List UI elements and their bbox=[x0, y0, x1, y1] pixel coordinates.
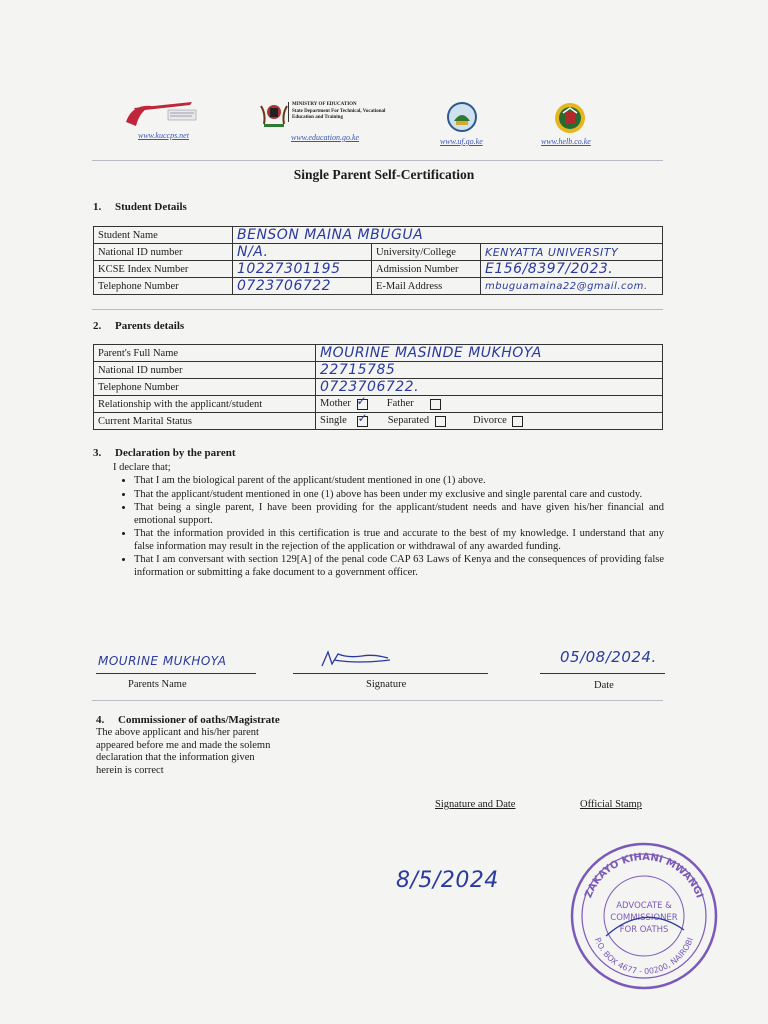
single-option-label: Single bbox=[320, 415, 347, 427]
father-option-label: Father bbox=[386, 398, 414, 410]
helb-logo bbox=[553, 101, 587, 135]
kuccps-logo bbox=[122, 96, 202, 132]
declaration-intro: I declare that; bbox=[113, 462, 171, 473]
education-link[interactable]: www.education.go.ke bbox=[291, 133, 360, 142]
stamp-line: ADVOCATE & bbox=[616, 901, 672, 911]
section-heading: Commissioner of oaths/Magistrate bbox=[118, 714, 280, 726]
separated-checkbox[interactable] bbox=[435, 416, 446, 427]
table-row bbox=[94, 278, 663, 295]
student-section-heading bbox=[93, 201, 187, 213]
parent-id-label: National ID number bbox=[94, 362, 316, 379]
table-row bbox=[94, 244, 663, 261]
parents-details-table bbox=[93, 344, 663, 430]
table-row bbox=[94, 345, 663, 362]
commissioner-text: The above applicant and his/her parent appeared before me and made the solemn declaration that the information given herein is correct bbox=[96, 727, 271, 776]
commissioner-date-handwritten: 8/5/2024 bbox=[396, 868, 499, 893]
stamp-name: ZAKAYO KIHANI MWANGI bbox=[583, 851, 705, 900]
section-heading: Declaration by the parent bbox=[115, 447, 236, 459]
header-divider bbox=[92, 160, 663, 161]
national-id-label: National ID number bbox=[94, 244, 233, 261]
table-row bbox=[94, 413, 663, 430]
email-value: mbuguamaina22@gmail.com. bbox=[481, 278, 663, 295]
table-row bbox=[94, 227, 663, 244]
section-number: 4. bbox=[96, 714, 105, 726]
parent-id-value: 22715785 bbox=[316, 362, 663, 379]
parent-telephone-label: Telephone Number bbox=[94, 379, 316, 396]
marital-status-options bbox=[316, 410, 663, 430]
parent-name-handwritten: MOURINE MUKHOYA bbox=[98, 654, 227, 668]
signature-and-date-label: Signature and Date bbox=[435, 799, 516, 810]
date-line bbox=[540, 673, 665, 674]
table-row bbox=[94, 362, 663, 379]
national-id-value: N/A. bbox=[233, 244, 372, 261]
declaration-heading bbox=[93, 447, 235, 459]
father-checkbox[interactable] bbox=[430, 399, 441, 410]
divorce-option-label: Divorce bbox=[473, 415, 507, 427]
telephone-value: 0723706722 bbox=[233, 278, 372, 295]
section-number: 2. bbox=[93, 320, 102, 332]
marital-status-label: Current Marital Status bbox=[94, 413, 316, 430]
parents-section-heading bbox=[93, 320, 184, 332]
commissioner-heading bbox=[96, 714, 280, 726]
university-label: University/College bbox=[372, 244, 481, 261]
signature-label: Signature bbox=[366, 679, 407, 690]
table-row bbox=[94, 379, 663, 396]
checkmark-icon: ✓ bbox=[357, 410, 368, 425]
section-number: 3. bbox=[93, 447, 102, 459]
relationship-label: Relationship with the applicant/student bbox=[94, 396, 316, 413]
admission-value: E156/8397/2023. bbox=[481, 261, 663, 278]
mother-option-label: Mother bbox=[320, 398, 351, 410]
parent-name-value: MOURINE MASINDE MUKHOYA bbox=[316, 345, 663, 362]
table-row bbox=[94, 396, 663, 413]
ministry-text: MINISTRY OF EDUCATION State Department For Technical, Vocational Education and Training bbox=[288, 102, 392, 122]
relationship-options bbox=[316, 393, 663, 413]
list-item: • That I am conversant with section 129[A] of the penal code CAP 63 Laws of Kenya and the consequences of providing false information or submitting a fake document to a government officer. bbox=[134, 554, 664, 579]
section-divider bbox=[92, 700, 663, 701]
table-row bbox=[94, 261, 663, 278]
mother-checkbox[interactable] bbox=[356, 393, 368, 410]
student-name-value: BENSON MAINA MBUGUA bbox=[233, 227, 663, 244]
parent-name-label: Parent's Full Name bbox=[94, 345, 316, 362]
kcse-index-value: 10227301195 bbox=[233, 261, 372, 278]
section-heading: Parents details bbox=[115, 320, 185, 332]
stamp-address: P.O. BOX 4677 - 00200, NAIROBI bbox=[592, 936, 696, 977]
official-stamp bbox=[566, 838, 722, 994]
list-item: • That I am the biological parent of the applicant/student mentioned in one (1) above. bbox=[134, 475, 664, 488]
parent-signature bbox=[318, 648, 398, 672]
kuccps-link[interactable]: www.kuccps.net bbox=[138, 131, 189, 140]
uf-link[interactable]: www.uf.go.ke bbox=[440, 137, 483, 146]
ministry-of-education-logo bbox=[258, 100, 290, 130]
checkmark-icon: ✓ bbox=[356, 393, 367, 408]
list-item: • That being a single parent, I have been providing for the applicant/student needs and have given his/her financial and emotional support. bbox=[134, 502, 664, 527]
official-stamp-label: Official Stamp bbox=[580, 799, 642, 810]
parents-name-label: Parents Name bbox=[128, 679, 187, 690]
stamp-line: COMMISSIONER bbox=[610, 913, 678, 923]
section-heading: Student Details bbox=[115, 201, 187, 213]
declaration-list bbox=[116, 475, 664, 580]
stamp-line: FOR OATHS bbox=[619, 925, 669, 935]
university-value: KENYATTA UNIVERSITY bbox=[481, 244, 663, 261]
student-name-label: Student Name bbox=[94, 227, 233, 244]
list-item: • That the applicant/student mentioned in one (1) above has been under my exclusive and single parental care and custody. bbox=[134, 489, 664, 502]
student-details-table bbox=[93, 226, 663, 295]
date-label: Date bbox=[594, 680, 614, 691]
signature-line bbox=[293, 673, 488, 674]
admission-label: Admission Number bbox=[372, 261, 481, 278]
telephone-label: Telephone Number bbox=[94, 278, 233, 295]
parent-telephone-value: 0723706722. bbox=[316, 379, 663, 396]
divorce-checkbox[interactable] bbox=[512, 416, 523, 427]
uf-logo bbox=[446, 101, 478, 133]
single-checkbox[interactable] bbox=[357, 410, 368, 427]
helb-link[interactable]: www.helb.co.ke bbox=[541, 137, 591, 146]
date-handwritten: 05/08/2024. bbox=[560, 648, 657, 666]
page-title: Single Parent Self-Certification bbox=[293, 167, 475, 182]
parent-name-line bbox=[96, 673, 256, 674]
email-label: E-Mail Address bbox=[372, 278, 481, 295]
kcse-index-label: KCSE Index Number bbox=[94, 261, 233, 278]
section-divider bbox=[92, 309, 663, 310]
list-item: • That the information provided in this certification is true and accurate to the best of my knowledge. I understand that any false information may result in the rejection of the application or withdrawal of any awarded funding. bbox=[134, 528, 664, 553]
section-number: 1. bbox=[93, 201, 102, 213]
separated-option-label: Separated bbox=[387, 415, 430, 427]
